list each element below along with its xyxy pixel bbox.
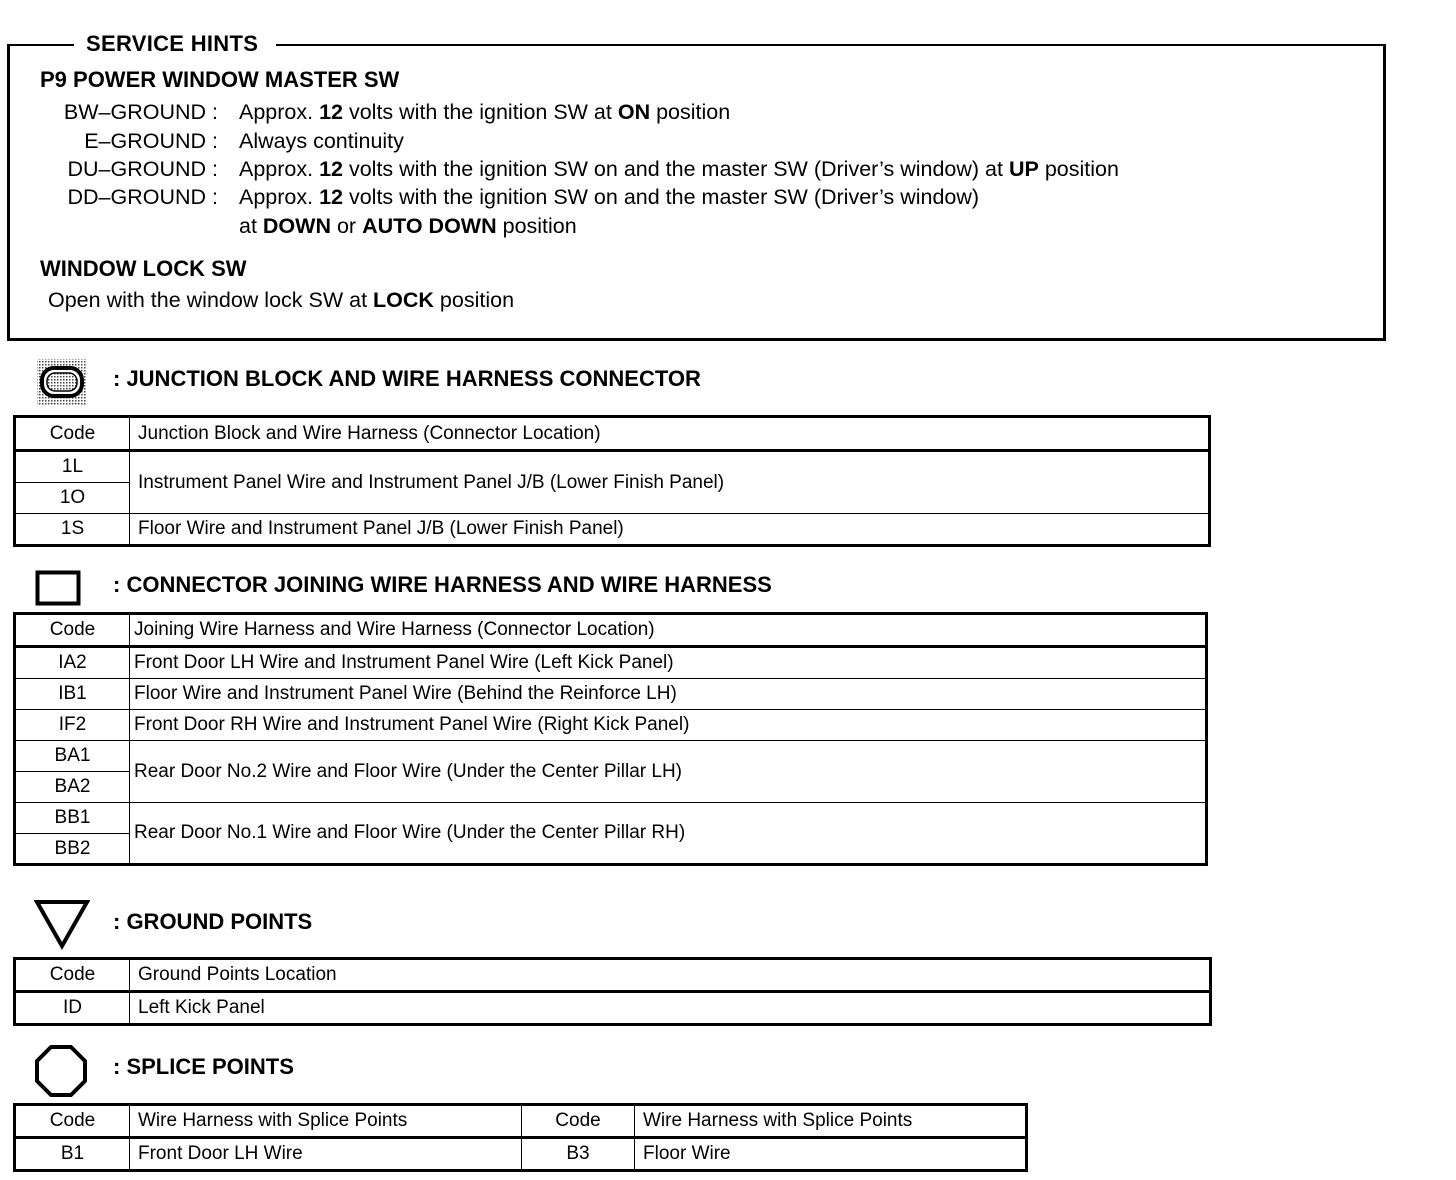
desc-cell: Rear Door No.1 Wire and Floor Wire (Under the Center Pillar RH) xyxy=(130,803,1207,865)
code-cell: ID xyxy=(15,992,130,1025)
lock-desc xyxy=(48,286,514,314)
hint-label: DD–GROUND : xyxy=(67,185,218,209)
emphasis-text: ON xyxy=(617,100,651,124)
hint-label: BW–GROUND : xyxy=(63,100,218,124)
hint-value xyxy=(239,155,1119,183)
hint-value xyxy=(239,127,404,155)
table-row xyxy=(15,741,1207,772)
body-text: Approx. xyxy=(239,100,320,124)
header-desc: Joining Wire Harness and Wire Harness (Connector Location) xyxy=(130,614,1207,647)
table-row xyxy=(15,514,1210,546)
emphasis-text: LOCK xyxy=(373,288,434,312)
desc-cell: Front Door LH Wire xyxy=(130,1138,522,1171)
hint-value xyxy=(239,183,979,211)
hint-label: DU–GROUND : xyxy=(67,157,218,181)
junction-block-icon xyxy=(36,358,88,406)
ground-point-icon xyxy=(34,898,90,950)
desc-cell: Floor Wire xyxy=(635,1138,1027,1171)
body-text: volts with the ignition SW at xyxy=(343,100,618,124)
body-text: Approx. xyxy=(239,157,320,181)
body-text: volts with the ignition SW on and the master SW (Driver’s window) xyxy=(343,185,980,209)
desc-cell: Front Door LH Wire and Instrument Panel Wire (Left Kick Panel) xyxy=(130,647,1207,679)
ground-title: : GROUND POINTS xyxy=(113,909,313,934)
header-desc: Wire Harness with Splice Points xyxy=(635,1105,1027,1138)
desc-cell: Front Door RH Wire and Instrument Panel Wire (Right Kick Panel) xyxy=(130,710,1207,741)
emphasis-text: 12 xyxy=(319,100,343,124)
hint-label: E–GROUND : xyxy=(84,129,218,153)
emphasis-text: UP xyxy=(1008,157,1039,181)
hint-value xyxy=(239,98,730,126)
body-text: position xyxy=(1038,157,1119,181)
body-text: at xyxy=(239,214,263,238)
desc-cell: Rear Door No.2 Wire and Floor Wire (Under the Center Pillar LH) xyxy=(130,741,1207,803)
code-cell: BB2 xyxy=(15,834,130,865)
hint-line xyxy=(10,212,1310,240)
code-cell: 1L xyxy=(15,451,130,483)
header-code: Code xyxy=(15,417,130,451)
body-text: position xyxy=(496,214,577,238)
service-hints-box xyxy=(7,44,1386,341)
desc-cell: Instrument Panel Wire and Instrument Panel J/B (Lower Finish Panel) xyxy=(130,451,1210,514)
junction-title: : JUNCTION BLOCK AND WIRE HARNESS CONNECTOR xyxy=(113,366,701,391)
table-row xyxy=(15,451,1210,483)
code-cell: IF2 xyxy=(15,710,130,741)
table-row xyxy=(15,647,1207,679)
header-desc: Junction Block and Wire Harness (Connector Location) xyxy=(130,417,1210,451)
hint-line xyxy=(10,155,1310,183)
desc-cell: Floor Wire and Instrument Panel J/B (Lower Finish Panel) xyxy=(130,514,1210,546)
switch-title: P9 POWER WINDOW MASTER SW xyxy=(40,67,400,92)
body-text: or xyxy=(330,214,363,238)
splice-title: : SPLICE POINTS xyxy=(113,1054,294,1079)
lock-title: WINDOW LOCK SW xyxy=(40,256,247,281)
table-row xyxy=(15,710,1207,741)
body-text: volts with the ignition SW on and the master SW (Driver’s window) at xyxy=(343,157,1009,181)
table-header-row xyxy=(15,959,1211,992)
code-cell: IA2 xyxy=(15,647,130,679)
hint-value xyxy=(239,212,577,240)
code-cell: BB1 xyxy=(15,803,130,834)
emphasis-text: 12 xyxy=(319,157,343,181)
connector-icon xyxy=(35,570,81,606)
header-desc: Ground Points Location xyxy=(130,959,1211,992)
hint-line xyxy=(10,98,1310,126)
connector-table xyxy=(13,612,1208,866)
splice-table xyxy=(13,1103,1028,1172)
emphasis-text: 12 xyxy=(319,185,343,209)
body-text: Approx. xyxy=(239,185,320,209)
table-header-row xyxy=(15,1105,1027,1138)
connector-title: : CONNECTOR JOINING WIRE HARNESS AND WIRE HARNESS xyxy=(113,572,772,597)
code-cell: 1S xyxy=(15,514,130,546)
splice-point-icon xyxy=(34,1044,88,1098)
hint-line xyxy=(10,127,1310,155)
table-row xyxy=(15,803,1207,834)
service-hints-legend: SERVICE HINTS xyxy=(74,31,276,57)
emphasis-text: DOWN xyxy=(262,214,331,238)
header-desc: Wire Harness with Splice Points xyxy=(130,1105,522,1138)
code-cell: B1 xyxy=(15,1138,130,1171)
header-code: Code xyxy=(522,1105,635,1138)
body-text: position xyxy=(650,100,731,124)
body-text: Open with the window lock SW at xyxy=(48,288,374,312)
body-text: Always continuity xyxy=(239,129,404,153)
code-cell: 1O xyxy=(15,483,130,514)
emphasis-text: AUTO DOWN xyxy=(362,214,497,238)
hint-line xyxy=(10,183,1310,211)
code-cell: BA2 xyxy=(15,772,130,803)
header-code: Code xyxy=(15,959,130,992)
table-header-row xyxy=(15,614,1207,647)
header-code: Code xyxy=(15,1105,130,1138)
body-text: position xyxy=(433,288,515,312)
code-cell: B3 xyxy=(522,1138,635,1171)
table-row xyxy=(15,679,1207,710)
table-row xyxy=(15,992,1211,1025)
table-row xyxy=(15,1138,1027,1171)
header-code: Code xyxy=(15,614,130,647)
ground-table xyxy=(13,957,1212,1026)
desc-cell: Floor Wire and Instrument Panel Wire (Behind the Reinforce LH) xyxy=(130,679,1207,710)
code-cell: BA1 xyxy=(15,741,130,772)
desc-cell: Left Kick Panel xyxy=(130,992,1211,1025)
junction-table xyxy=(13,415,1211,547)
code-cell: IB1 xyxy=(15,679,130,710)
table-header-row xyxy=(15,417,1210,451)
